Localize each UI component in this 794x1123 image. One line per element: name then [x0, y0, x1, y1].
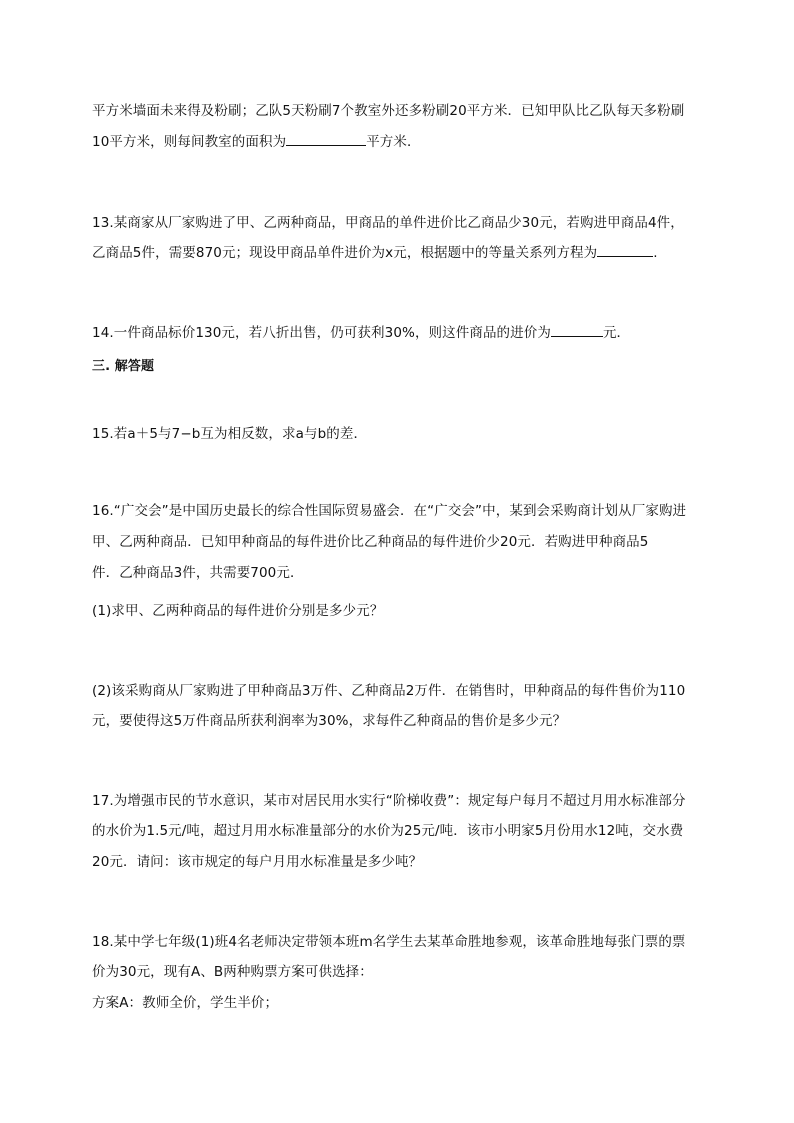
p14-line1: [92, 322, 630, 343]
p17-line2: 的水价为1.5元/吨，超过月用水标准量部分的水价为25元/吨．该市小明家5月份用水12吨，交水费: [92, 823, 684, 839]
p18-line2: 价为30元，现有A、B两种购票方案可供选择：: [92, 964, 373, 980]
answer-blank-14: [551, 322, 603, 337]
p16-question-2-line2: 元，要使得这5万件商品所获利润率为30%，求每件乙种商品的售价是多少元？: [92, 713, 567, 729]
p16-line3: 件．乙种商品3件，共需要700元．: [92, 565, 304, 581]
section-heading-3: 三. 解答题: [92, 359, 155, 374]
p14-line1-tail: 元．: [602, 325, 631, 341]
p18-line3: 方案A：教师全价，学生半价；: [92, 995, 279, 1011]
answer-blank-13: [597, 242, 653, 257]
p16-question-2-line1: (2)该采购商从厂家购进了甲种商品3万件、乙种商品2万件．在销售时，甲种商品的每件售价为110: [92, 683, 686, 699]
p14-line1-text: 14.一件商品标价130元，若八折出售，仍可获利30%，则这件商品的进价为: [92, 325, 551, 341]
answer-blank-12: [286, 131, 366, 146]
p17-line3: 20元．请问：该市规定的每户月用水标准量是多少吨？: [92, 854, 423, 870]
p12-line1: 平方米墙面未来得及粉刷；乙队5天粉刷7个教室外还多粉刷20平方米．已知甲队比乙队每天多粉刷: [92, 103, 685, 119]
p16-question-1: (1)求甲、乙两种商品的每件进价分别是多少元？: [92, 603, 384, 619]
p15-line1: 15.若a＋5与7−b互为相反数，求a与b的差．: [92, 426, 368, 442]
p13-line2-tail: .: [653, 245, 658, 261]
p13-line1: 13.某商家从厂家购进了甲、乙两种商品，甲商品的单件进价比乙商品少30元，若购进甲商品4件，: [92, 215, 684, 231]
p12-line2: [92, 131, 421, 152]
p12-line2-text: 10平方米，则每间教室的面积为: [92, 134, 287, 150]
p13-line2: [92, 242, 658, 263]
p17-line1: 17.为增强市民的节水意识，某市对居民用水实行“阶梯收费”：规定每户每月不超过月用水标准部分: [92, 793, 686, 809]
p16-line1: 16.“广交会”是中国历史最长的综合性国际贸易盛会．在“广交会”中，某到会采购商计划从厂家购进: [92, 503, 687, 519]
p16-line2: 甲、乙两种商品．已知甲种商品的每件进价比乙种商品的每件进价少20元．若购进甲种商品5: [92, 534, 649, 550]
p12-line2-tail: 平方米．: [366, 134, 421, 150]
p13-line2-text: 乙商品5件，需要870元；现设甲商品单件进价为x元，根据题中的等量关系列方程为: [92, 245, 598, 261]
p18-line1: 18.某中学七年级(1)班4名老师决定带领本班m名学生去某革命胜地参观，该革命胜地每张门票的票: [92, 934, 686, 950]
